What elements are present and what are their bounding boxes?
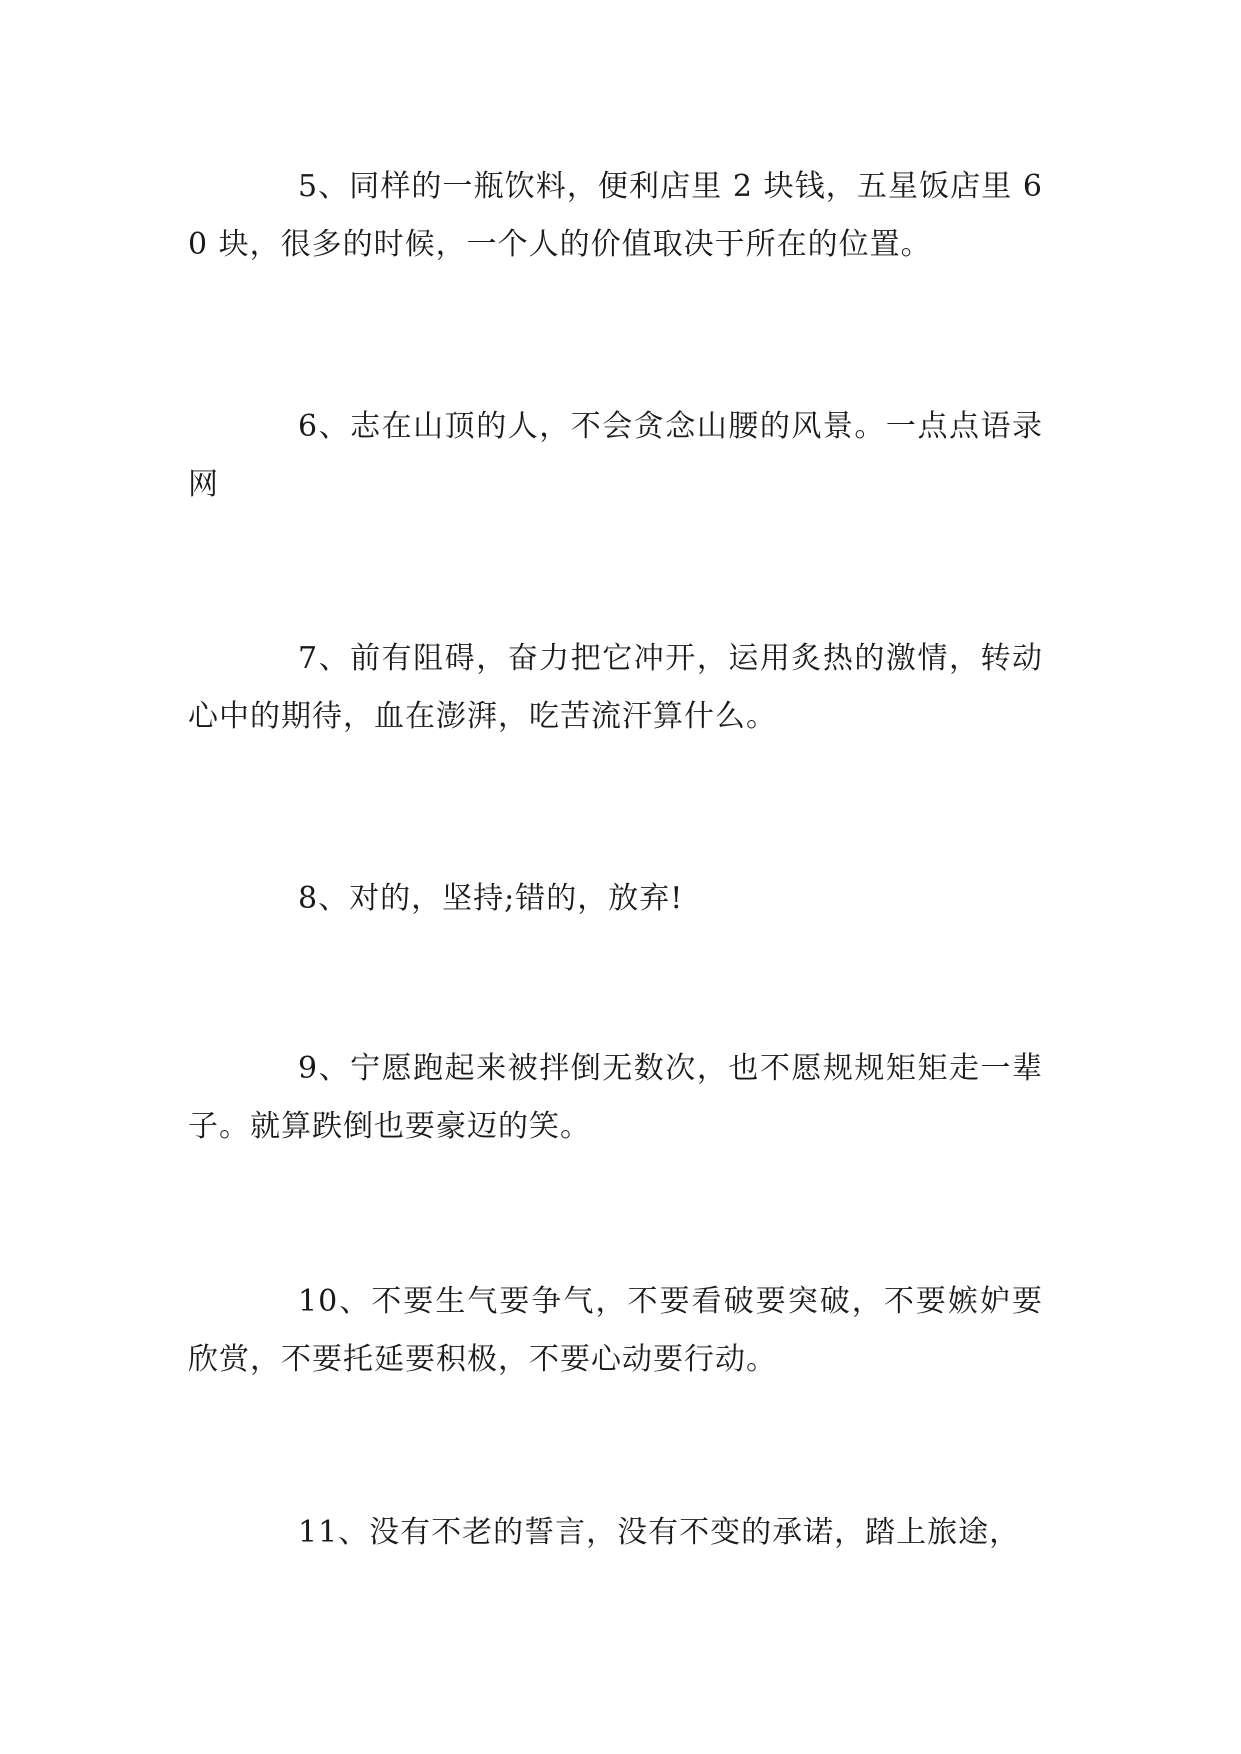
quote-paragraph-10: 10、不要生气要争气，不要看破要突破，不要嫉妒要欣赏，不要托延要积极，不要心动要行动。 xyxy=(188,1284,1043,1377)
quote-paragraph-8: 8、对的，坚持;错的，放弃! xyxy=(298,881,684,916)
quote-paragraph-11: 11、没有不老的誓言，没有不变的承诺，踏上旅途， xyxy=(298,1515,1021,1550)
quote-paragraph-7: 7、前有阻碍，奋力把它冲开，运用炙热的激情，转动心中的期待，血在澎湃，吃苦流汗算什么。 xyxy=(188,641,1043,734)
quote-paragraph-9: 9、宁愿跑起来被拌倒无数次，也不愿规规矩矩走一辈子。就算跌倒也要豪迈的笑。 xyxy=(188,1051,1043,1144)
quote-paragraph-6: 6、志在山顶的人，不会贪念山腰的风景。一点点语录网 xyxy=(188,409,1043,502)
quote-paragraph-5: 5、同样的一瓶饮料，便利店里 2 块钱，五星饭店里 60 块，很多的时候，一个人的价值取决于所在的位置。 xyxy=(188,169,1043,262)
